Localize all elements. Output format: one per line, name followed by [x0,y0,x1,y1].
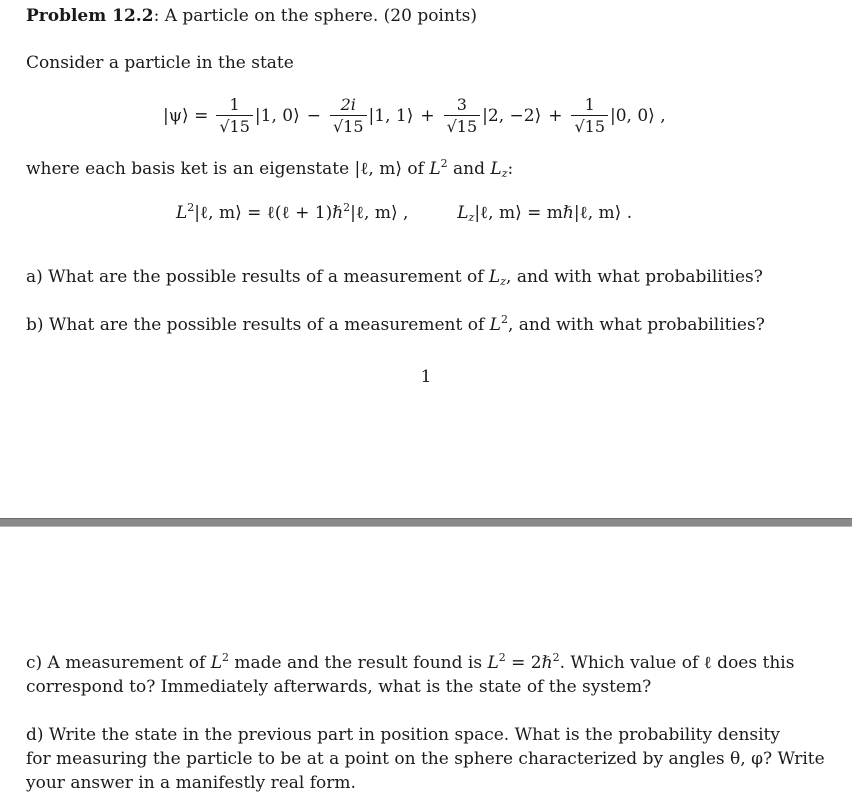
question-a-post: , and with what probabilities? [506,267,763,287]
operator-minus: − [306,106,321,126]
question-a-pre: a) What are the possible results of a measurement of [26,267,489,287]
l-symbol: L [457,203,469,223]
superscript: 2 [222,651,230,664]
subscript-z: z [468,211,475,224]
fraction-term-3 [444,95,481,137]
question-c-pre: c) A measurement of [26,653,211,673]
problem-title [26,6,477,27]
numerator: 1 [584,95,595,114]
eigen-eq-1b: |ℓ, m⟩ , [350,203,409,223]
question-d-line-2: for measuring the particle to be at a point on the sphere characterized by angles θ, φ? Write [26,749,825,769]
subscript-z: z [501,167,508,180]
ket-term-2: |1, 1⟩ [368,106,414,126]
basis-sentence [26,159,513,180]
denominator [216,115,253,137]
l-symbol: L [429,159,441,179]
page-number: 1 [420,367,432,387]
eigenvalue-equations [176,203,632,223]
ket-term-1: |1, 0⟩ [254,106,300,126]
sqrt-symbol: √ [446,117,457,136]
basis-sentence-b: and [447,159,491,179]
problem-title-text: : A particle on the sphere. (20 points) [153,6,478,26]
page-divider [0,518,852,527]
question-b [26,315,765,336]
radicand: 15 [343,117,364,136]
question-b-pre: b) What are the possible results of a measurement of [26,315,490,335]
question-d-line-3: your answer in a manifestly real form. [26,773,356,793]
intro-text: Consider a particle in the state [26,53,294,73]
numerator: 3 [456,95,467,114]
eigen-eq-1a: |ℓ, m⟩ = ℓ(ℓ + 1)ℏ [194,203,344,223]
ket-term-4: |0, 0⟩ , [610,106,666,126]
fraction-term-4 [571,95,608,137]
l-symbol: L [488,267,501,287]
question-c-line-1 [26,653,794,674]
l-symbol: L [176,203,188,223]
fraction-term-1 [216,95,253,137]
radicand: 15 [229,117,250,136]
state-equation [163,88,666,144]
sqrt-symbol: √ [332,117,344,136]
denominator [330,115,367,137]
question-c-eq: = 2ℏ [505,653,553,673]
superscript: 2 [498,651,506,664]
problem-number: Problem 12.2 [26,6,154,26]
numerator [338,95,359,115]
superscript: 2 [343,201,351,214]
l-symbol: L [487,653,499,673]
l-symbol: L [489,315,501,335]
subscript-z: z [500,275,507,288]
page-2 [0,527,852,810]
radicand: 15 [456,117,478,136]
superscript: 2 [187,201,195,214]
question-a [26,267,763,288]
superscript: 2 [440,157,448,170]
question-c-line-2: correspond to? Immediately afterwards, what is the state of the system? [26,677,652,697]
denominator [571,115,608,137]
denominator [444,115,481,137]
fraction-term-2 [330,95,367,137]
radicand: 15 [584,117,606,136]
basis-sentence-a: where each basis ket is an eigenstate |ℓ, m⟩ of [26,159,430,179]
question-b-post: , and with what probabilities? [507,315,765,335]
question-c-post: . Which value of ℓ does this [559,653,795,673]
basis-sentence-c: : [507,159,514,179]
state-lhs: |ψ⟩ = [163,106,209,126]
question-d-line-1: d) Write the state in the previous part in position space. What is the probability density [26,725,780,745]
numerator: 1 [229,95,240,114]
ket-term-3: |2, −2⟩ [482,106,542,126]
superscript: 2 [552,651,560,664]
sqrt-symbol: √ [574,117,585,136]
operator-plus: + [420,106,435,126]
eigen-eq-2: |ℓ, m⟩ = mℏ|ℓ, m⟩ . [474,203,633,223]
superscript: 2 [500,313,508,326]
l-symbol: L [490,159,502,179]
sqrt-symbol: √ [219,117,230,136]
numerator-text: 2i [340,95,356,114]
operator-plus: + [548,106,563,126]
question-c-mid: made and the result found is [229,653,488,673]
l-symbol: L [210,653,223,673]
